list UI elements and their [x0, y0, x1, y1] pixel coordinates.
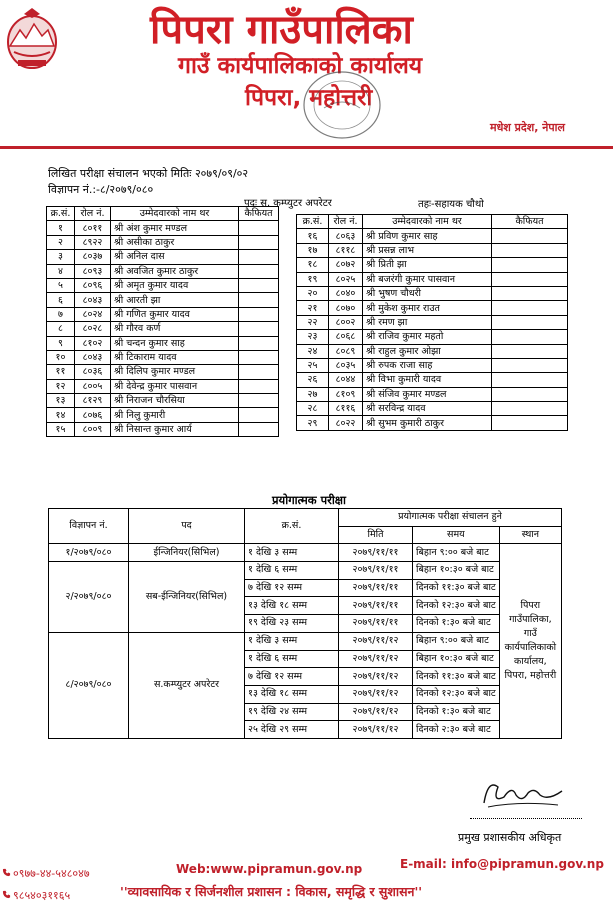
table-row [297, 258, 568, 272]
serial-range-cell: १ देखि ३ सम्म [245, 632, 339, 650]
practical-exam-title: प्रयोगात्मक परीक्षा [272, 493, 347, 507]
serial-cell: २५ [297, 358, 329, 372]
serial-cell: ७ [47, 307, 75, 321]
time-cell: बिहान ९:०० बजे बाट [413, 632, 500, 650]
remarks-cell [492, 358, 568, 372]
header-serial: क्र.सं. [245, 509, 339, 544]
date-cell: २०७९/११/१२ [339, 685, 413, 703]
roll-number-cell: ८०२४ [75, 307, 111, 321]
post-cell: ईन्जिनियर(सिभिल) [129, 544, 245, 562]
serial-cell: २७ [297, 387, 329, 401]
time-cell: दिनको १:३० बजे बाट [413, 615, 500, 633]
ad-number-cell: १/२०७९/०८० [49, 544, 129, 562]
exam-date-line: लिखित परीक्षा संचालन भएको मितिः २०७९/०९/०२ [48, 167, 249, 180]
table-row [47, 408, 279, 422]
serial-cell: २६ [297, 373, 329, 387]
serial-cell: २४ [297, 344, 329, 358]
candidate-name-cell: श्री गणित कुमार यादव [111, 307, 239, 321]
remarks-cell [239, 221, 279, 235]
serial-cell: २१ [297, 301, 329, 315]
serial-cell: २३ [297, 330, 329, 344]
table-row [297, 330, 568, 344]
roll-number-cell: ८०३६ [75, 365, 111, 379]
table-header-row [47, 207, 279, 221]
footer-phone-primary [2, 866, 90, 881]
province-label: मधेश प्रदेश, नेपाल [490, 121, 565, 134]
table-row [47, 394, 279, 408]
serial-range-cell: ७ देखि १२ सम्म [245, 668, 339, 686]
table-row [47, 221, 279, 235]
roll-number-cell: ८११६ [329, 402, 363, 416]
candidate-name-cell: श्री टिकाराम यादव [111, 350, 239, 364]
ad-number-cell: २/२०७९/०८० [49, 562, 129, 633]
candidate-name-cell: श्री गौरव कर्ण [111, 322, 239, 336]
table-header-row [49, 509, 562, 527]
serial-cell: १० [47, 350, 75, 364]
roll-number-cell: ८०४४ [329, 373, 363, 387]
date-cell: २०७९/११/११ [339, 562, 413, 580]
candidate-name-cell: श्री अंश कुमार मण्डल [111, 221, 239, 235]
candidate-name-cell: श्री प्रिती झा [363, 258, 492, 272]
municipality-title: पिपरा गाउँपालिका [150, 7, 413, 53]
table-header-row [297, 215, 568, 229]
table-row [47, 322, 279, 336]
remarks-cell [239, 365, 279, 379]
roll-number-cell: ८०८९ [329, 344, 363, 358]
roll-number-cell: ८०२८ [75, 322, 111, 336]
time-cell: बिहान ९:०० बजे बाट [413, 544, 500, 562]
office-title: गाउँ कार्यपालिकाको कार्यालय [178, 53, 423, 79]
date-cell: २०७९/११/१२ [339, 668, 413, 686]
serial-range-cell: १३ देखि १८ सम्म [245, 685, 339, 703]
header-date: मिति [339, 526, 413, 544]
ad-number-line: विज्ञापन नं.:-८/२०७९/०८० [48, 183, 154, 196]
venue-cell: पिपरा गाउँपालिका, गाउँ कार्यपालिकाको कार्यालय, पिपरा, महोत्तरी [499, 544, 561, 739]
serial-range-cell: १ देखि ६ सम्म [245, 650, 339, 668]
remarks-cell [239, 293, 279, 307]
time-cell: बिहान १०:३० बजे बाट [413, 650, 500, 668]
candidate-name-cell: श्री रमण झा [363, 315, 492, 329]
serial-cell: २ [47, 235, 75, 249]
remarks-cell [239, 350, 279, 364]
remarks-cell [239, 235, 279, 249]
candidate-name-cell: श्री अवजित कुमार ठाकुर [111, 264, 239, 278]
date-cell: २०७९/११/११ [339, 615, 413, 633]
time-cell: दिनको १२:३० बजे बाट [413, 685, 500, 703]
table-row [47, 350, 279, 364]
candidate-name-cell: श्री निसान्त कुमार आर्य [111, 422, 239, 436]
roll-number-cell: ८०७२ [329, 258, 363, 272]
serial-cell: १४ [47, 408, 75, 422]
candidate-name-cell: श्री राजिव कुमार महतो [363, 330, 492, 344]
serial-cell: २८ [297, 402, 329, 416]
date-cell: २०७९/११/१२ [339, 721, 413, 739]
roll-number-cell: ८०३५ [329, 358, 363, 372]
phone-icon [2, 890, 11, 899]
table-row [47, 379, 279, 393]
table-row [47, 336, 279, 350]
header-ad-no: विज्ञापन नं. [49, 509, 129, 544]
roll-number-cell: ८०४३ [75, 350, 111, 364]
time-cell: दिनको २:३० बजे बाट [413, 721, 500, 739]
roll-number-cell: ८०४३ [75, 293, 111, 307]
roll-number-cell: ८०४० [329, 286, 363, 300]
serial-range-cell: १९ देखि २३ सम्म [245, 615, 339, 633]
roll-number-cell: ८०११ [75, 221, 111, 235]
office-stamp-icon [300, 68, 384, 142]
candidate-table-right [296, 214, 568, 431]
table-row [297, 358, 568, 372]
date-cell: २०७९/११/१२ [339, 703, 413, 721]
table-row [49, 544, 562, 562]
remarks-cell [239, 394, 279, 408]
serial-cell: २२ [297, 315, 329, 329]
table-row [297, 344, 568, 358]
date-cell: २०७९/११/११ [339, 597, 413, 615]
roll-number-cell: ८११८ [329, 243, 363, 257]
table-row [47, 278, 279, 292]
remarks-cell [492, 416, 568, 430]
table-row [297, 402, 568, 416]
ad-number-cell: ८/२०७९/०८० [49, 632, 129, 738]
remarks-cell [492, 330, 568, 344]
date-cell: २०७९/११/११ [339, 544, 413, 562]
table-row [297, 416, 568, 430]
table-row [297, 315, 568, 329]
candidate-name-cell: श्री मुकेश कुमार राउत [363, 301, 492, 315]
serial-cell: १७ [297, 243, 329, 257]
candidate-name-cell: श्री राहुल कुमार ओझा [363, 344, 492, 358]
remarks-cell [492, 243, 568, 257]
phone-number: ९८५४०३११६५ [13, 889, 71, 902]
serial-cell: ६ [47, 293, 75, 307]
table-row [297, 387, 568, 401]
time-cell: दिनको १:३० बजे बाट [413, 703, 500, 721]
candidate-name-cell: श्री दिलिप कुमार मण्डल [111, 365, 239, 379]
officer-title: प्रमुख प्रशासकीय अधिकृत [458, 831, 562, 844]
roll-number-cell: ८०६८ [329, 330, 363, 344]
candidate-name-cell: श्री भुषण चौधरी [363, 286, 492, 300]
remarks-cell [492, 344, 568, 358]
header-name: उम्मेदवारको नाम थर [111, 207, 239, 221]
candidate-name-cell: श्री असीका ठाकुर [111, 235, 239, 249]
roll-number-cell: ८०९६ [75, 278, 111, 292]
header-serial: क्र.सं. [47, 207, 75, 221]
roll-number-cell: ८९२२ [75, 235, 111, 249]
remarks-cell [492, 286, 568, 300]
remarks-cell [492, 387, 568, 401]
phone-icon [2, 868, 11, 877]
serial-cell: १३ [47, 394, 75, 408]
post-cell: सब-ईन्जिनियर(सिभिल) [129, 562, 245, 633]
header-name: उम्मेदवारको नाम थर [363, 215, 492, 229]
post-line: पदः स. कम्प्युटर अपरेटर [244, 198, 332, 209]
serial-range-cell: १ देखि ३ सम्म [245, 544, 339, 562]
serial-cell: १९ [297, 272, 329, 286]
candidate-name-cell: श्री देवेन्द्र कुमार पासवान [111, 379, 239, 393]
candidate-name-cell: श्री बजरंगी कुमार पासवान [363, 272, 492, 286]
header-roll: रोल नं. [75, 207, 111, 221]
serial-cell: १२ [47, 379, 75, 393]
table-row [297, 229, 568, 243]
candidate-name-cell: श्री संजिव कुमार मण्डल [363, 387, 492, 401]
serial-range-cell: १९ देखि २४ सम्म [245, 703, 339, 721]
time-cell: दिनको १२:३० बजे बाट [413, 597, 500, 615]
serial-cell: २९ [297, 416, 329, 430]
serial-range-cell: ७ देखि १२ सम्म [245, 579, 339, 597]
roll-number-cell: ८१०९ [329, 387, 363, 401]
serial-cell: ८ [47, 322, 75, 336]
serial-cell: १८ [297, 258, 329, 272]
table-row [297, 286, 568, 300]
serial-cell: १६ [297, 229, 329, 243]
roll-number-cell: ८०२२ [329, 416, 363, 430]
serial-range-cell: १ देखि ६ सम्म [245, 562, 339, 580]
remarks-cell [239, 336, 279, 350]
candidate-name-cell: श्री अनिल दास [111, 250, 239, 264]
table-row [297, 243, 568, 257]
remarks-cell [239, 322, 279, 336]
location-title: पिपरा, महोत्तरी [245, 85, 373, 111]
phone-number: ०९७७-४४-५४८०४७ [13, 867, 90, 880]
serial-cell: २० [297, 286, 329, 300]
nepal-emblem-icon [4, 6, 60, 72]
candidate-name-cell: श्री सरविन्द्र यादव [363, 402, 492, 416]
date-cell: २०७९/११/१२ [339, 650, 413, 668]
candidate-table-left [46, 206, 279, 437]
serial-cell: ५ [47, 278, 75, 292]
time-cell: दिनको ११:३० बजे बाट [413, 668, 500, 686]
date-cell: २०७९/११/११ [339, 579, 413, 597]
candidate-name-cell: श्री प्रसन्न लाभ [363, 243, 492, 257]
table-row [47, 264, 279, 278]
header-roll: रोल नं. [329, 215, 363, 229]
remarks-cell [492, 402, 568, 416]
remarks-cell [492, 301, 568, 315]
remarks-cell [239, 379, 279, 393]
header-post: पद [129, 509, 245, 544]
table-row [47, 365, 279, 379]
candidate-name-cell: श्री निलु कुमारी [111, 408, 239, 422]
remarks-cell [239, 307, 279, 321]
footer-slogan: ''व्यावसायिक र सिर्जनशील प्रशासन : विकास, समृद्धि र सुशासन'' [120, 884, 423, 899]
footer-website-link[interactable]: Web:www.pipramun.gov.np [176, 862, 363, 876]
level-line: तहः-सहायक चौथो [418, 199, 484, 210]
header-serial: क्र.सं. [297, 215, 329, 229]
handwritten-signature-icon [478, 773, 568, 813]
serial-range-cell: २५ देखि २९ सम्म [245, 721, 339, 739]
serial-cell: ९ [47, 336, 75, 350]
remarks-cell [239, 408, 279, 422]
candidate-name-cell: श्री प्रविण कुमार साह [363, 229, 492, 243]
footer-phone-secondary [2, 888, 70, 903]
table-row [47, 422, 279, 436]
roll-number-cell: ८०९३ [75, 264, 111, 278]
table-row [297, 301, 568, 315]
roll-number-cell: ८०७० [329, 301, 363, 315]
serial-cell: ३ [47, 250, 75, 264]
roll-number-cell: ८१०२ [75, 336, 111, 350]
roll-number-cell: ८०६३ [329, 229, 363, 243]
serial-range-cell: १३ देखि १८ सम्म [245, 597, 339, 615]
time-cell: बिहान १०:३० बजे बाट [413, 562, 500, 580]
header-schedule: प्रयोगात्मक परीक्षा संचालन हुने [339, 509, 562, 527]
roll-number-cell: ८००२ [329, 315, 363, 329]
remarks-cell [239, 250, 279, 264]
remarks-cell [239, 278, 279, 292]
table-row [49, 632, 562, 650]
date-cell: २०७९/११/१२ [339, 632, 413, 650]
serial-cell: ४ [47, 264, 75, 278]
post-cell: स.कम्प्युटर अपरेटर [129, 632, 245, 738]
roll-number-cell: ८००९ [75, 422, 111, 436]
roll-number-cell: ८०७६ [75, 408, 111, 422]
table-row [49, 562, 562, 580]
signature-line [470, 818, 582, 819]
header-remarks: कैफियत [492, 215, 568, 229]
remarks-cell [492, 315, 568, 329]
candidate-name-cell: श्री रुपक राजा साह [363, 358, 492, 372]
table-row [47, 235, 279, 249]
serial-cell: ११ [47, 365, 75, 379]
table-row [297, 373, 568, 387]
remarks-cell [492, 258, 568, 272]
candidate-name-cell: श्री चन्दन कुमार साह [111, 336, 239, 350]
table-row [47, 307, 279, 321]
table-row [297, 272, 568, 286]
header-time: समय [413, 526, 500, 544]
header-venue: स्थान [499, 526, 561, 544]
candidate-name-cell: श्री विभा कुमारी यादव [363, 373, 492, 387]
header-remarks: कैफियत [239, 207, 279, 221]
candidate-name-cell: श्री निराजन चौरसिया [111, 394, 239, 408]
serial-cell: १ [47, 221, 75, 235]
footer-email-link[interactable]: E-mail: info@pipramun.gov.np [400, 857, 604, 871]
table-row [47, 293, 279, 307]
remarks-cell [239, 422, 279, 436]
remarks-cell [239, 264, 279, 278]
remarks-cell [492, 373, 568, 387]
time-cell: दिनको ११:३० बजे बाट [413, 579, 500, 597]
candidate-name-cell: श्री सुभम कुमारी ठाकुर [363, 416, 492, 430]
candidate-name-cell: श्री अमृत कुमार यादव [111, 278, 239, 292]
remarks-cell [492, 229, 568, 243]
table-row [47, 250, 279, 264]
roll-number-cell: ८०२५ [329, 272, 363, 286]
roll-number-cell: ८१२९ [75, 394, 111, 408]
roll-number-cell: ८००५ [75, 379, 111, 393]
remarks-cell [492, 272, 568, 286]
header-divider [0, 146, 613, 149]
serial-cell: १५ [47, 422, 75, 436]
practical-schedule-table [48, 508, 562, 739]
roll-number-cell: ८०३७ [75, 250, 111, 264]
candidate-name-cell: श्री आरती झा [111, 293, 239, 307]
